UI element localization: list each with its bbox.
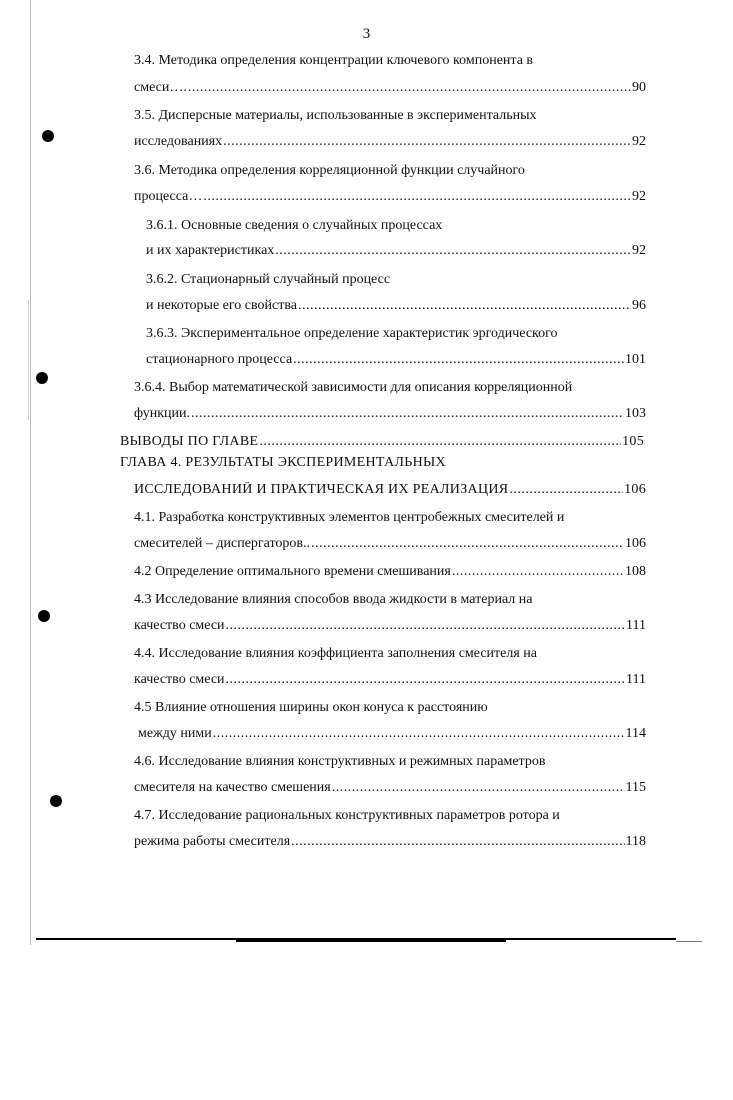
dot-leader bbox=[203, 189, 631, 205]
toc-entry-label: смесителей – диспергаторов.. bbox=[134, 536, 311, 551]
toc-entry-3-6-1-line-2 bbox=[146, 243, 646, 261]
toc-entry-3-6-3-line-1: 3.6.3. Экспериментальное определение характеристик эргодического bbox=[146, 326, 558, 341]
toc-page-number: 90 bbox=[632, 80, 646, 95]
bottom-rule-tail bbox=[676, 941, 702, 942]
toc-entry-label: режима работы смесителя bbox=[134, 834, 291, 849]
dot-leader bbox=[213, 726, 625, 742]
toc-entry-label: исследованиях bbox=[134, 134, 223, 149]
toc-entry-label: между ними bbox=[138, 726, 212, 741]
dot-leader bbox=[291, 834, 624, 850]
toc-page-number: 92 bbox=[632, 189, 646, 204]
dot-leader bbox=[226, 672, 625, 688]
dot-leader bbox=[275, 243, 631, 259]
toc-page-number: 96 bbox=[632, 298, 646, 313]
toc-entry-3-6-4-line-1: 3.6.4. Выбор математической зависимости для описания корреляционной bbox=[134, 380, 573, 395]
toc-entry-4-6-line-1: 4.6. Исследование влияния конструктивных и режимных параметров bbox=[134, 754, 546, 769]
bottom-rule-thick bbox=[236, 938, 506, 942]
toc-page-number: 115 bbox=[625, 780, 646, 795]
toc-entry-4-7-line-1: 4.7. Исследование рациональных конструктивных параметров ротора и bbox=[134, 808, 560, 823]
toc-page-number: 118 bbox=[625, 834, 646, 849]
dot-leader bbox=[259, 434, 621, 450]
toc-entry-4-4-line-2 bbox=[134, 672, 646, 690]
toc-entry-4-1-line-2 bbox=[134, 536, 646, 554]
toc-entry-4-1-line-1: 4.1. Разработка конструктивных элементов центробежных смесителей и bbox=[134, 510, 565, 525]
toc-entry-3-6-3-line-2 bbox=[146, 352, 646, 370]
toc-entry-label: стационарного процесса bbox=[146, 352, 293, 367]
dot-leader bbox=[293, 352, 624, 368]
dot-leader bbox=[509, 482, 623, 498]
page-number: 3 bbox=[362, 26, 371, 42]
toc-entry-3-6-line-2 bbox=[134, 189, 646, 207]
dot-leader bbox=[223, 134, 631, 150]
toc-entry-3-5-line-2 bbox=[134, 134, 646, 152]
toc-entry-3-4-line-2 bbox=[134, 80, 646, 98]
toc-page-number: 108 bbox=[625, 564, 646, 579]
punch-hole-4 bbox=[50, 795, 62, 807]
toc-page-number: 105 bbox=[622, 434, 644, 449]
toc-entry-3-5-line-1: 3.5. Дисперсные материалы, использованные в экспериментальных bbox=[134, 108, 537, 123]
toc-entry-4-5-line-2 bbox=[138, 726, 646, 744]
dot-leader bbox=[226, 618, 625, 634]
toc-entry-4-3-line-2 bbox=[134, 618, 646, 636]
dot-leader bbox=[332, 780, 625, 796]
dot-leader bbox=[452, 564, 624, 580]
toc-entry-3-6-2-line-1: 3.6.2. Стационарный случайный процесс bbox=[146, 272, 391, 287]
toc-entry-3-6-2-line-2 bbox=[146, 298, 646, 316]
toc-entry-chapter-4-line-1: ГЛАВА 4. РЕЗУЛЬТАТЫ ЭКСПЕРИМЕНТАЛЬНЫХ bbox=[120, 455, 446, 470]
toc-page-number: 92 bbox=[632, 243, 646, 258]
punch-hole-2 bbox=[36, 372, 48, 384]
toc-entry-4-5-line-1: 4.5 Влияние отношения ширины окон конуса к расстоянию bbox=[134, 700, 488, 715]
toc-entry-chapter-4-line-2 bbox=[134, 482, 646, 500]
dot-leader bbox=[298, 298, 631, 314]
toc-entry-3-6-1-line-1: 3.6.1. Основные сведения о случайных процессах bbox=[146, 218, 443, 233]
toc-entry-label: ВЫВОДЫ ПО ГЛАВЕ bbox=[120, 434, 259, 449]
toc-page-number: 111 bbox=[626, 618, 646, 633]
toc-entry-4-2 bbox=[134, 564, 646, 582]
toc-entry-conclusions bbox=[120, 434, 644, 452]
dot-leader bbox=[191, 406, 624, 422]
toc-entry-4-3-line-1: 4.3 Исследование влияния способов ввода жидкости в материал на bbox=[134, 592, 533, 607]
punch-hole-1 bbox=[42, 130, 54, 142]
toc-page-number: 106 bbox=[625, 536, 646, 551]
toc-entry-4-4-line-1: 4.4. Исследование влияния коэффициента заполнения смесителя на bbox=[134, 646, 538, 661]
dot-leader bbox=[188, 80, 631, 96]
toc-entry-label: смесителя на качество смешения bbox=[134, 780, 331, 795]
toc-page-number: 111 bbox=[626, 672, 646, 687]
toc-entry-label: 4.2 Определение оптимального времени смешивания bbox=[134, 564, 451, 579]
scan-edge-line bbox=[30, 0, 31, 945]
toc-page-number: 106 bbox=[624, 482, 646, 497]
toc-entry-3-6-4-line-2 bbox=[134, 406, 646, 424]
toc-entry-label: ИССЛЕДОВАНИЙ И ПРАКТИЧЕСКАЯ ИХ РЕАЛИЗАЦИЯ bbox=[134, 482, 509, 497]
punch-hole-3 bbox=[38, 610, 50, 622]
toc-entry-label: качество смеси bbox=[134, 672, 225, 687]
toc-page-number: 114 bbox=[625, 726, 646, 741]
toc-page-number: 101 bbox=[625, 352, 646, 367]
toc-entry-3-6-line-1: 3.6. Методика определения корреляционной функции случайного bbox=[134, 163, 525, 178]
toc-entry-4-6-line-2 bbox=[134, 780, 646, 798]
toc-entry-label: и некоторые его свойства bbox=[146, 298, 297, 313]
toc-entry-4-7-line-2 bbox=[134, 834, 646, 852]
toc-page-number: 92 bbox=[632, 134, 646, 149]
toc-entry-label: смеси…. bbox=[134, 80, 187, 95]
toc-entry-label: и их характеристиках bbox=[146, 243, 275, 258]
toc-entry-label: функции. bbox=[134, 406, 190, 421]
scan-edge-line-secondary bbox=[28, 300, 29, 420]
toc-entry-label: процесса… bbox=[134, 189, 203, 204]
toc-entry-label: качество смеси bbox=[134, 618, 225, 633]
dot-leader bbox=[311, 536, 624, 552]
toc-page-number: 103 bbox=[625, 406, 646, 421]
toc-entry-3-4-line-1: 3.4. Методика определения концентрации ключевого компонента в bbox=[134, 53, 534, 68]
